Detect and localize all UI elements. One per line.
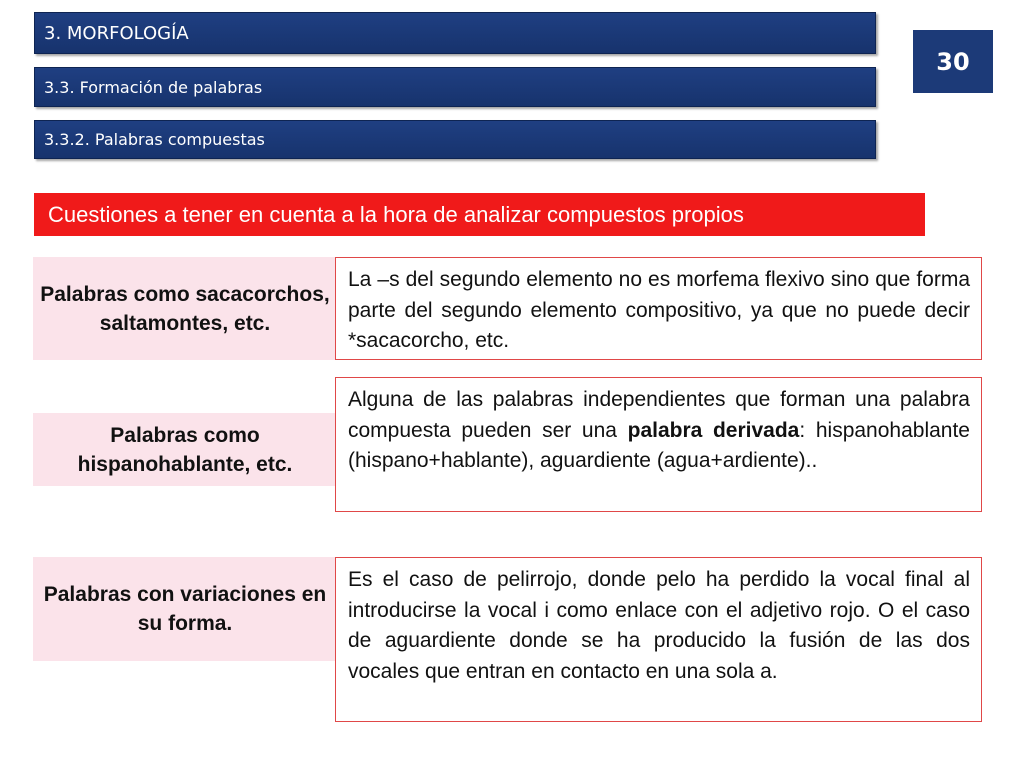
row-label-hispanohablante (33, 413, 337, 486)
row-description-text-end: : hispanohablante (hispano+hablante), aguardiente (agua+ardiente).. (348, 418, 970, 472)
row-label-variaciones (33, 557, 337, 661)
topic-banner (34, 193, 925, 236)
row-description-text-start: Alguna de las palabras independientes que forman una palabra compuesta pueden ser una (348, 388, 970, 442)
row-label-text: Palabras como hispanohablante, etc. (77, 423, 293, 476)
section-title: 3. MORFOLOGÍA (44, 22, 189, 44)
section-title-bar (34, 12, 876, 54)
row-description-hispanohablante (335, 377, 982, 512)
row-description-sacacorchos (335, 257, 982, 360)
row-description-bold-term: palabra derivada (627, 418, 800, 442)
page-number: 30 (913, 30, 993, 93)
row-description-text: Es el caso de pelirrojo, donde pelo ha perdido la vocal final al introducirse la vocal i como enlace con el adjetivo rojo. O el caso de aguardiente donde se ha producido la fusión de las dos vocales que entran en contacto en una sola a. (348, 568, 970, 683)
subsubsection-title: 3.3.2. Palabras compuestas (44, 130, 265, 149)
row-label-text: Palabras con variaciones en su forma. (43, 583, 327, 635)
subsection-title: 3.3. Formación de palabras (44, 77, 263, 97)
row-description-variaciones (335, 557, 982, 722)
topic-banner-text: Cuestiones a tener en cuenta a la hora de analizar compuestos propios (48, 201, 744, 227)
row-label-text: Palabras como sacacorchos, saltamontes, etc. (40, 282, 330, 335)
row-label-sacacorchos (33, 257, 337, 360)
subsubsection-title-bar (34, 120, 876, 159)
subsection-title-bar (34, 67, 876, 107)
row-description-text: La –s del segundo elemento no es morfema flexivo sino que forma parte del segundo elemento compositivo, ya que no puede decir *sacacorcho, etc. (348, 268, 970, 352)
